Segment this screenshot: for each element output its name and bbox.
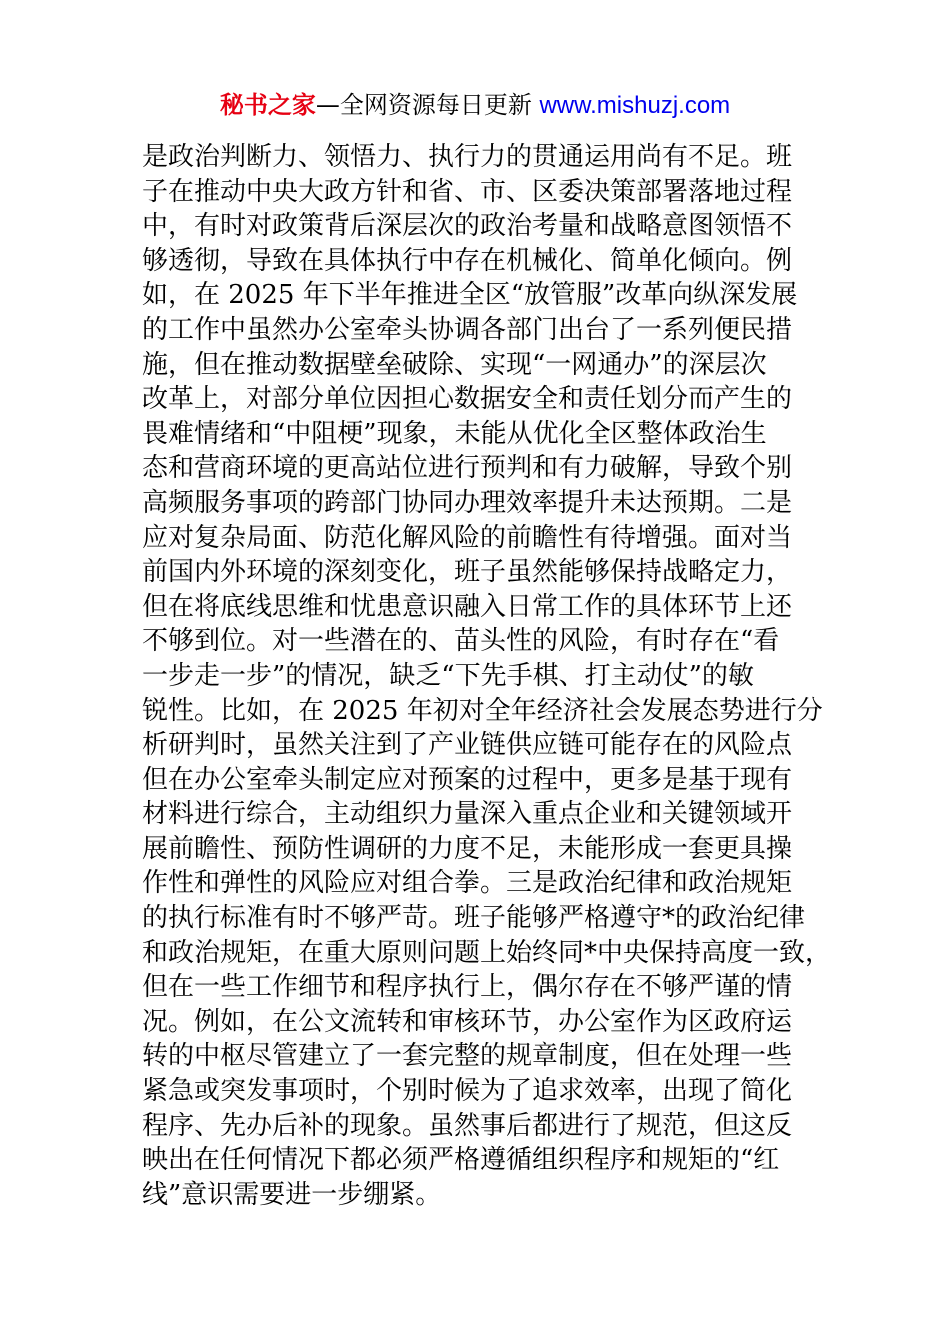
text-line: 是政治判断力、领悟力、执行力的贯通运用尚有不足。班 bbox=[142, 142, 793, 172]
text-line: 如，在 2025 年下半年推进全区“放管服”改革向纵深发展 bbox=[142, 280, 798, 311]
text-line: 子在推动中央大政方针和省、市、区委决策部署落地过程 bbox=[142, 176, 793, 207]
text-line: 但在一些工作细节和程序执行上，偶尔存在不够严谨的情 bbox=[142, 972, 793, 1003]
text-line: 施，但在推动数据壁垒破除、实现“一网通办”的深层次 bbox=[142, 349, 767, 380]
text-line: 改革上，对部分单位因担心数据安全和责任划分而产生的 bbox=[142, 384, 793, 415]
text-line: 和政治规矩，在重大原则问题上始终同*中央保持高度一致， bbox=[142, 937, 832, 968]
text-line: 一步走一步”的情况，缺乏“下先手棋、打主动仗”的敏 bbox=[142, 660, 754, 691]
text-line: 够透彻，导致在具体执行中存在机械化、简单化倾向。例 bbox=[142, 245, 793, 276]
text-line: 况。例如，在公文流转和审核环节，办公室作为区政府运 bbox=[142, 1006, 793, 1037]
text-line: 映出在任何情况下都必须严格遵循组织程序和规矩的“红 bbox=[142, 1145, 780, 1176]
text-line: 前国内外环境的深刻变化，班子虽然能够保持战略定力， bbox=[142, 557, 793, 588]
text-line: 程序、先办后补的现象。虽然事后都进行了规范，但这反 bbox=[142, 1110, 793, 1141]
text-line: 但在将底线思维和忧患意识融入日常工作的具体环节上还 bbox=[142, 591, 793, 622]
text-line: 材料进行综合，主动组织力量深入重点企业和关键领域开 bbox=[142, 799, 793, 830]
header-tagline: —全网资源每日更新 bbox=[315, 91, 540, 119]
text-line: 畏难情绪和“中阻梗”现象，未能从优化全区整体政治生 bbox=[142, 418, 767, 449]
text-line: 高频服务事项的跨部门协同办理效率提升未达预期。二是 bbox=[142, 487, 793, 518]
text-line: 转的中枢尽管建立了一套完整的规章制度，但在处理一些 bbox=[142, 1041, 793, 1072]
site-url-link[interactable]: www.mishuzj.com bbox=[539, 92, 731, 119]
text-line: 线”意识需要进一步绷紧。 bbox=[142, 1179, 442, 1210]
text-line: 锐性。比如，在 2025 年初对全年经济社会发展态势进行分 bbox=[142, 695, 823, 726]
text-line: 但在办公室牵头制定应对预案的过程中，更多是基于现有 bbox=[142, 764, 793, 795]
text-line: 紧急或突发事项时，个别时候为了追求效率，出现了简化 bbox=[142, 1076, 793, 1107]
text-line: 析研判时，虽然关注到了产业链供应链可能存在的风险点 bbox=[142, 730, 793, 761]
text-line: 中，有时对政策背后深层次的政治考量和战略意图领悟不 bbox=[142, 211, 793, 242]
text-line: 的工作中虽然办公室牵头协调各部门出台了一系列便民措 bbox=[142, 314, 793, 345]
text-line: 不够到位。对一些潜在的、苗头性的风险，有时存在“看 bbox=[142, 626, 780, 657]
text-line: 应对复杂局面、防范化解风险的前瞻性有待增强。面对当 bbox=[142, 522, 793, 553]
document-body bbox=[142, 140, 832, 1212]
text-line: 的执行标准有时不够严苛。班子能够严格遵守*的政治纪律 bbox=[142, 903, 806, 934]
brand-name: 秘书之家 bbox=[219, 91, 316, 119]
text-line: 展前瞻性、预防性调研的力度不足，未能形成一套更具操 bbox=[142, 833, 793, 864]
page-header bbox=[0, 88, 950, 123]
text-line: 态和营商环境的更高站位进行预判和有力破解，导致个别 bbox=[142, 453, 793, 484]
text-line: 作性和弹性的风险应对组合拳。三是政治纪律和政治规矩 bbox=[142, 868, 793, 899]
